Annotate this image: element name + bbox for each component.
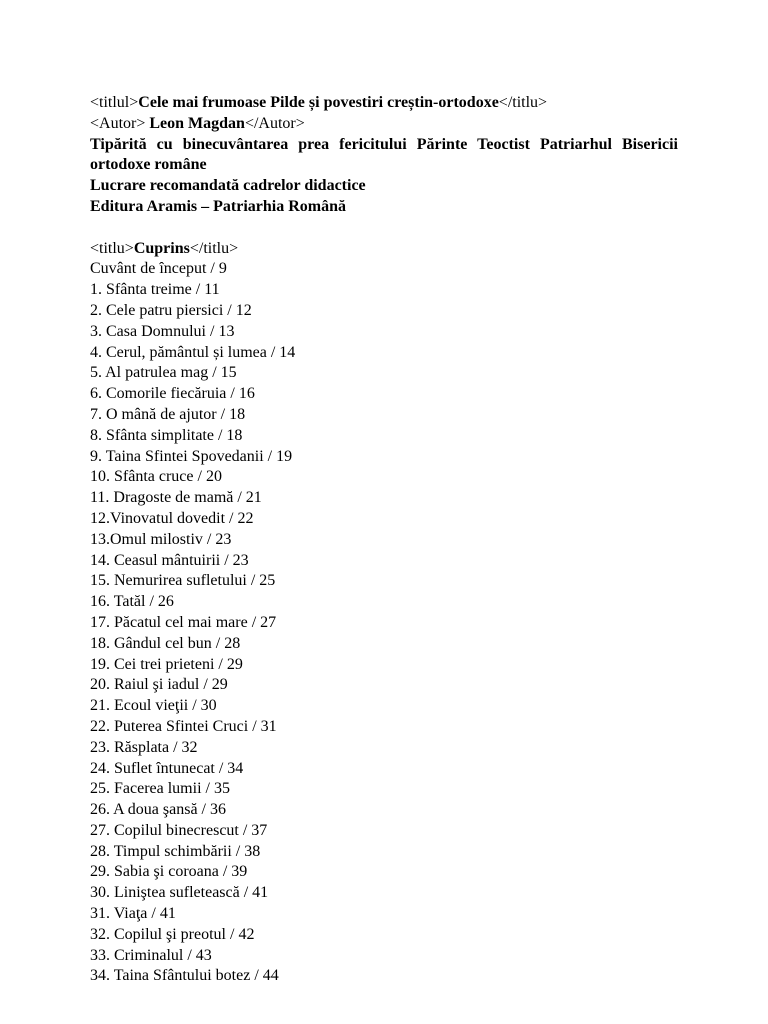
author-line [90, 114, 678, 135]
section-gap [90, 218, 678, 239]
toc-entry: 9. Taina Sfintei Spovedanii / 19 [90, 447, 293, 465]
toc-entry: 21. Ecoul vieţii / 30 [90, 697, 217, 715]
toc-entry: 19. Cei trei prieteni / 29 [90, 655, 243, 673]
toc-entry: 33. Criminalul / 43 [90, 946, 212, 964]
toc-entry: 14. Ceasul mântuirii / 23 [90, 551, 249, 569]
table-of-contents [90, 259, 678, 987]
contents-heading-line [90, 239, 678, 260]
toc-entry: 11. Dragoste de mamă / 21 [90, 489, 262, 507]
toc-entry: 7. O mână de ajutor / 18 [90, 405, 246, 423]
toc-entry: 8. Sfânta simplitate / 18 [90, 426, 243, 444]
title-open-tag: <titlul> [90, 94, 139, 111]
toc-entry: 3. Casa Domnului / 13 [90, 322, 235, 340]
toc-entry: 15. Nemurirea sufletului / 25 [90, 572, 276, 590]
toc-entry: 12.Vinovatul dovedit / 22 [90, 509, 254, 527]
contents-open-tag: <titlu> [90, 239, 134, 257]
toc-entry: 24. Suflet întunecat / 34 [90, 759, 244, 777]
toc-entry: 13.Omul milostiv / 23 [90, 530, 232, 548]
book-title: Cele mai frumoase Pilde și povestiri creștin-ortodoxe [138, 94, 499, 111]
toc-entry: 22. Puterea Sfintei Cruci / 31 [90, 717, 277, 735]
toc-entry: 26. A doua şansă / 36 [90, 801, 226, 819]
toc-entry: 2. Cele patru piersici / 12 [90, 301, 252, 319]
toc-entry: 5. Al patrulea mag / 15 [90, 364, 237, 382]
toc-entry: 20. Raiul şi iadul / 29 [90, 676, 228, 694]
title-line [90, 93, 678, 114]
title-close-tag: </titlu> [498, 94, 548, 111]
toc-entry: 23. Răsplata / 32 [90, 738, 198, 756]
toc-entry: 27. Copilul binecrescut / 37 [90, 821, 268, 839]
toc-entry: 18. Gândul cel bun / 28 [90, 634, 241, 652]
toc-entry: 30. Liniştea sufletească / 41 [90, 884, 269, 902]
contents-close-tag: </titlu> [189, 239, 239, 257]
toc-entry: 16. Tatăl / 26 [90, 593, 174, 611]
toc-entry: 4. Cerul, pământul și lumea / 14 [90, 343, 296, 361]
toc-entry: 29. Sabia şi coroana / 39 [90, 863, 248, 881]
toc-entry: 17. Păcatul cel mai mare / 27 [90, 613, 277, 631]
publisher-text: Editura Aramis – Patriarhia Română [90, 197, 346, 215]
toc-entry: 6. Comorile fiecăruia / 16 [90, 385, 255, 403]
blessing-text: Tipărită cu binecuvântarea prea fericitului Părinte Teoctist Patriarhul Bisericii ortodoxe române [90, 135, 678, 174]
toc-entry: 34. Taina Sfântului botez / 44 [90, 967, 279, 985]
author-open-tag: <Autor> [90, 114, 146, 132]
toc-entry: 32. Copilul şi preotul / 42 [90, 925, 255, 943]
author-close-tag: </Autor> [244, 114, 305, 132]
toc-entry: 1. Sfânta treime / 11 [90, 281, 220, 299]
toc-entry: Cuvânt de început / 9 [90, 260, 227, 278]
toc-entry: 10. Sfânta cruce / 20 [90, 468, 222, 486]
toc-entry: 31. Viaţa / 41 [90, 905, 176, 923]
toc-entry: 28. Timpul schimbării / 38 [90, 842, 261, 860]
contents-heading: Cuprins [133, 239, 190, 257]
recommendation-text: Lucrare recomandată cadrelor didactice [90, 177, 366, 195]
document-page [90, 93, 678, 987]
toc-entry: 25. Facerea lumii / 35 [90, 780, 230, 798]
author-name: Leon Magdan [145, 114, 245, 132]
